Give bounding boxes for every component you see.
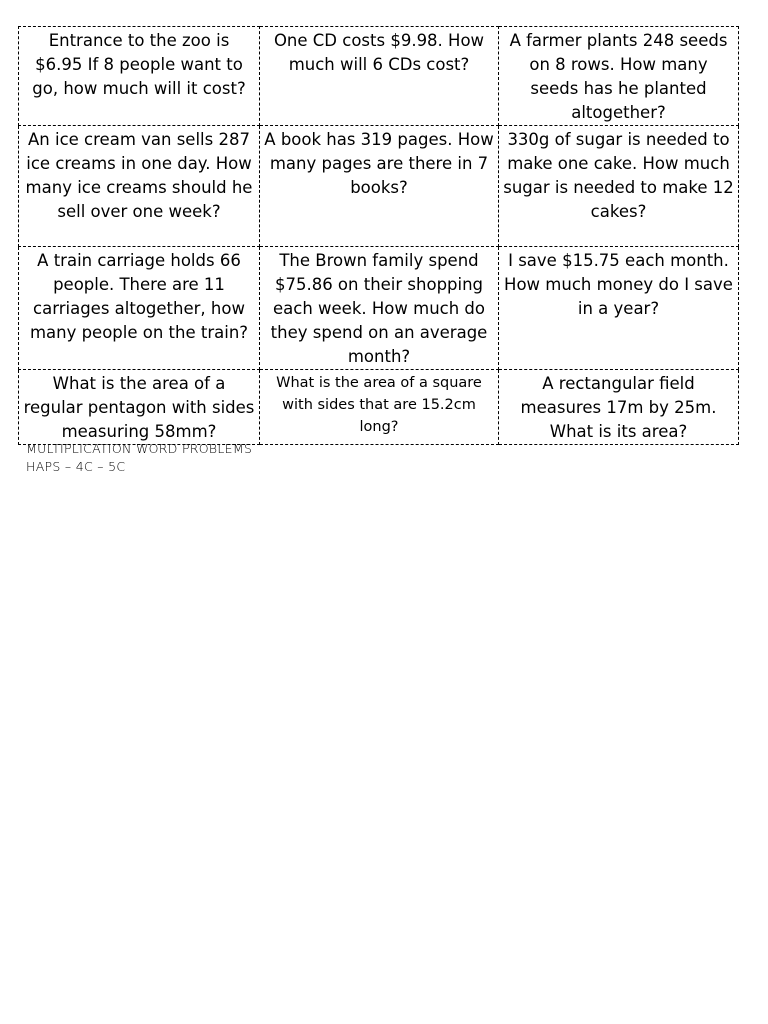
- problem-card: What is the area of a regular pentagon with sides measuring 58mm?: [19, 370, 260, 445]
- problem-card: A book has 319 pages. How many pages are there in 7 books?: [260, 126, 499, 247]
- problem-card: A rectangular field measures 17m by 25m. What is its area?: [499, 370, 739, 445]
- card-row: [19, 27, 739, 126]
- problem-card: I save $15.75 each month. How much money do I save in a year?: [499, 247, 739, 370]
- problem-card: The Brown family spend $75.86 on their shopping each week. How much do they spend on an average month?: [260, 247, 499, 370]
- problem-card: One CD costs $9.98. How much will 6 CDs cost?: [260, 27, 499, 126]
- worksheet-title: MULTIPLICATION WORD PROBLEMS: [26, 441, 253, 456]
- problem-card: An ice cream van sells 287 ice creams in one day. How many ice creams should he sell over one week?: [19, 126, 260, 247]
- card-row: [19, 370, 739, 445]
- problem-card: 330g of sugar is needed to make one cake. How much sugar is needed to make 12 cakes?: [499, 126, 739, 247]
- card-row: [19, 247, 739, 370]
- problem-card: What is the area of a square with sides that are 15.2cm long?: [260, 370, 499, 445]
- problem-card: A farmer plants 248 seeds on 8 rows. How many seeds has he planted altogether?: [499, 27, 739, 126]
- problem-card: A train carriage holds 66 people. There are 11 carriages altogether, how many people on the train?: [19, 247, 260, 370]
- card-row: [19, 126, 739, 247]
- word-problem-cards: [18, 26, 739, 445]
- document-footer: [26, 440, 252, 476]
- problem-card: Entrance to the zoo is $6.95 If 8 people want to go, how much will it cost?: [19, 27, 260, 126]
- worksheet-subtitle: HAPS – 4C – 5C: [26, 459, 126, 474]
